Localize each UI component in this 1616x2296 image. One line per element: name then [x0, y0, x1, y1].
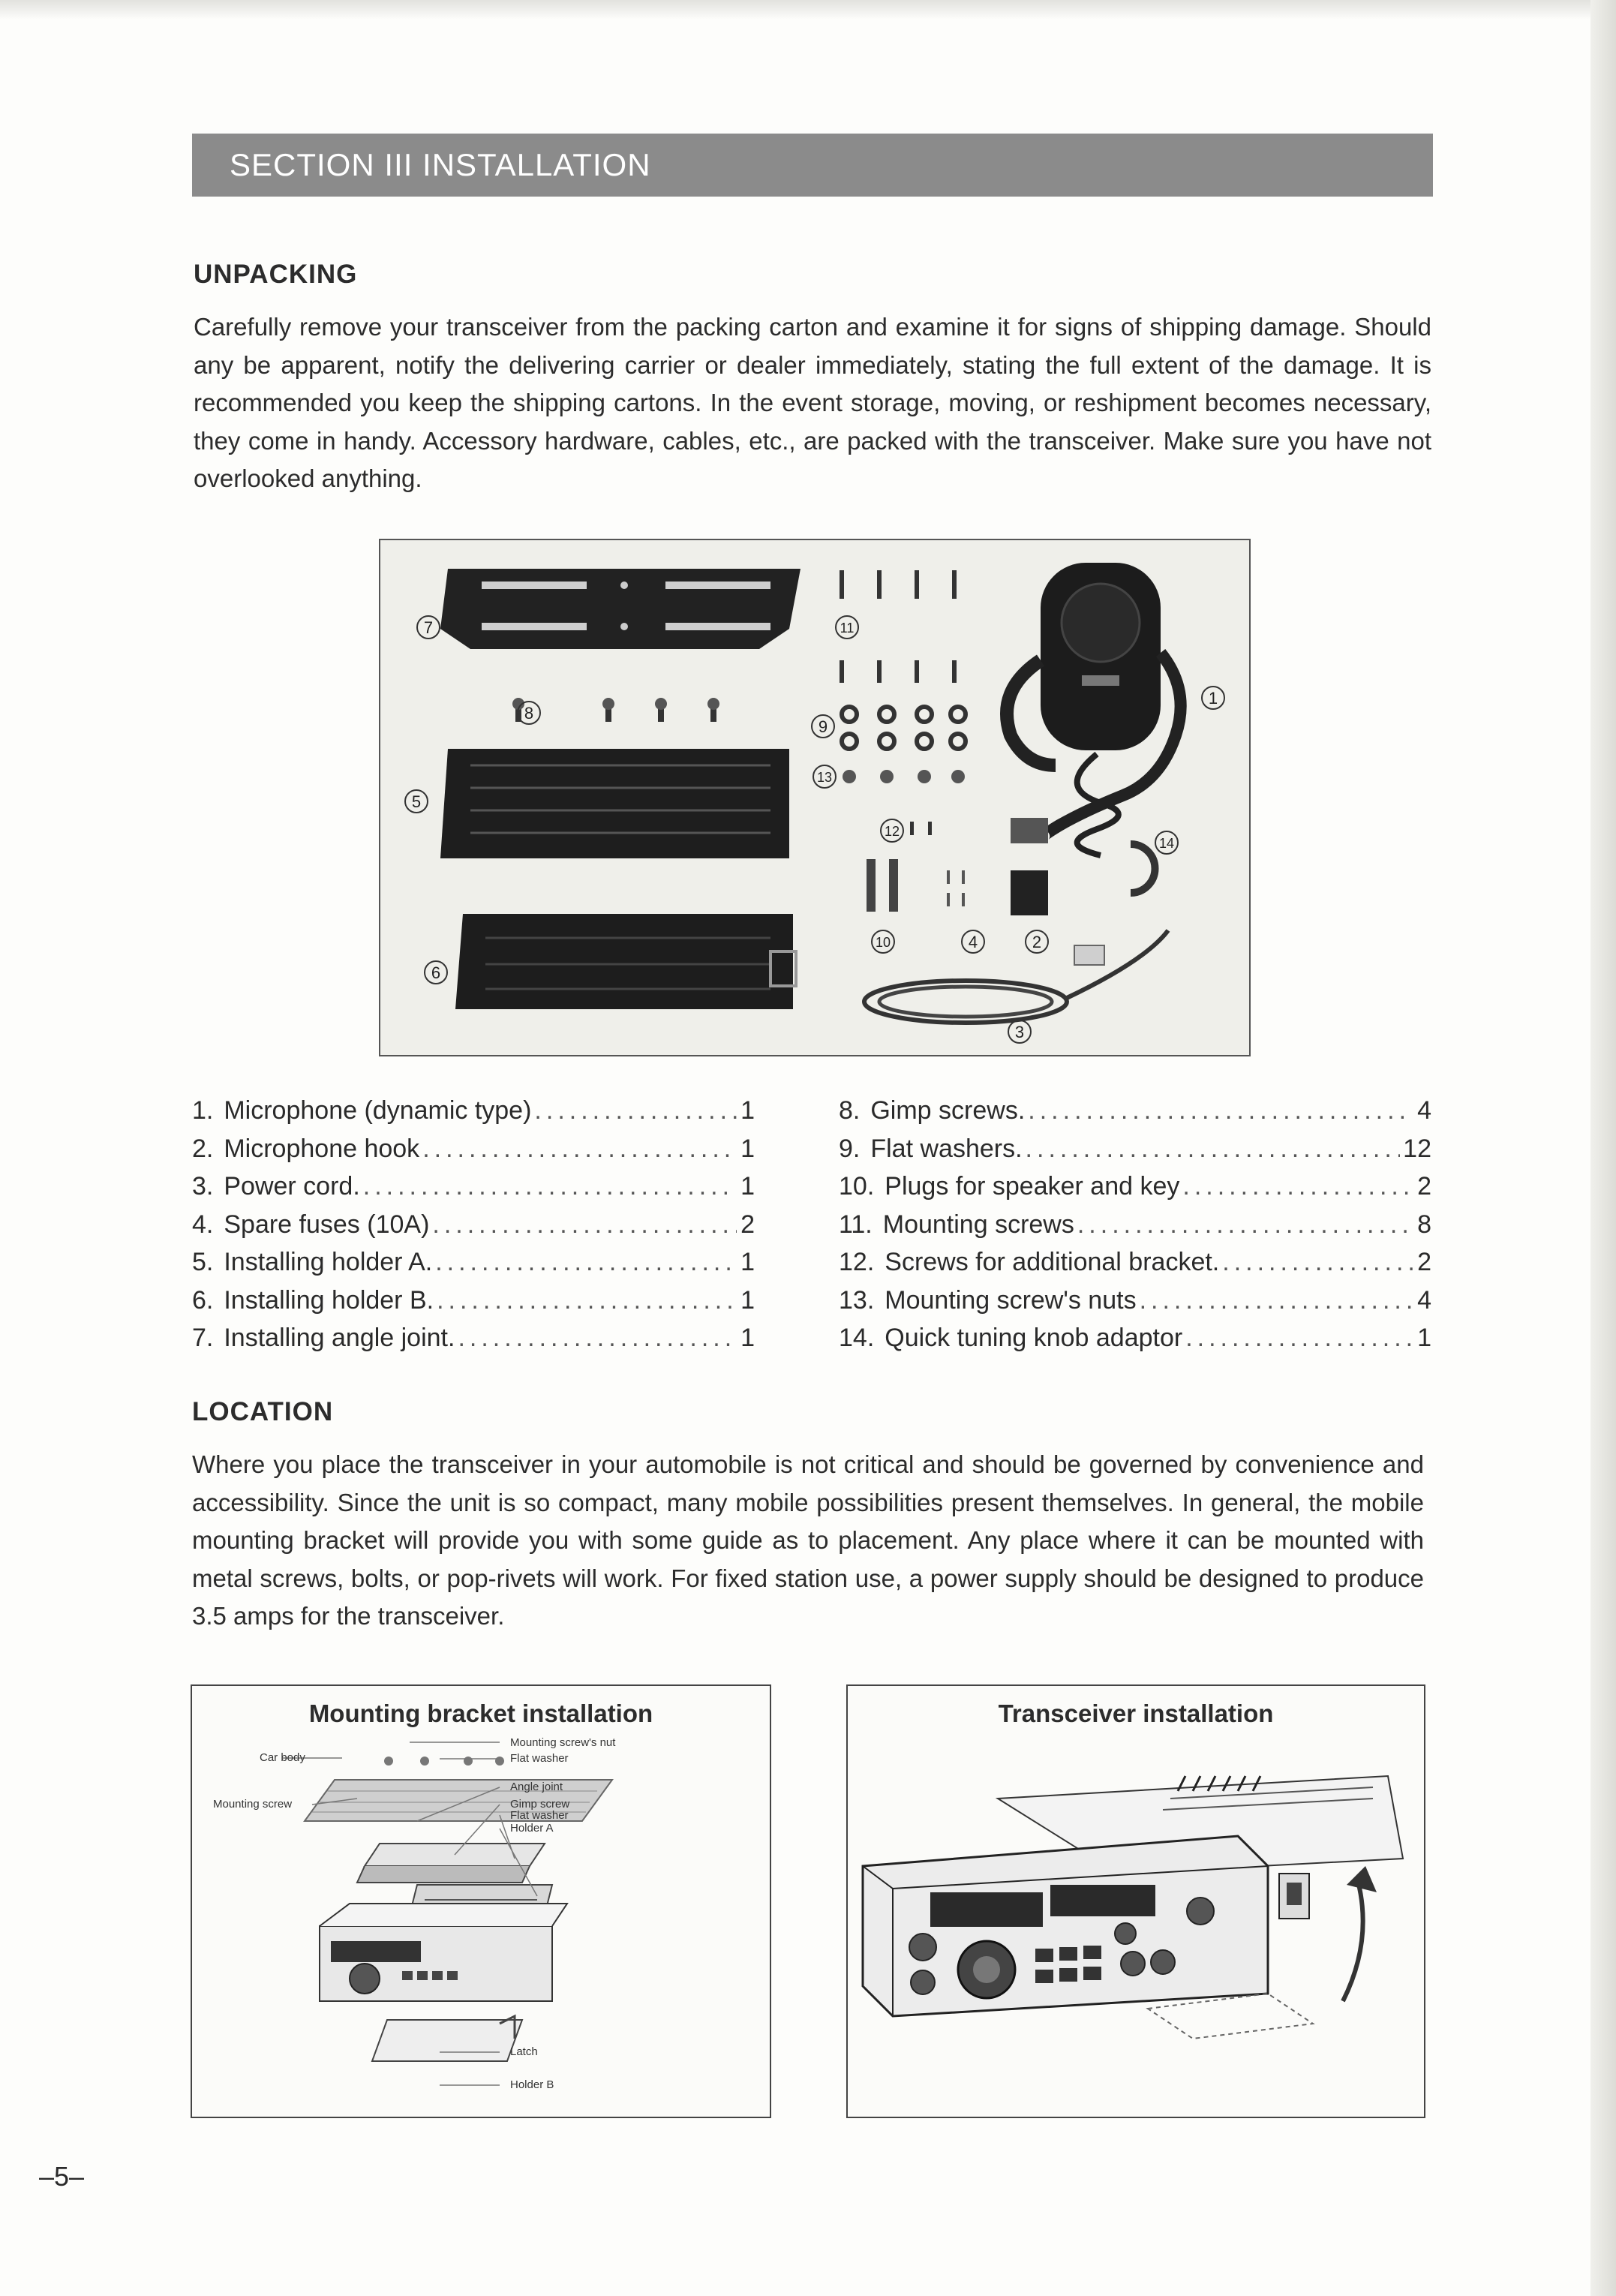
parts-list-item: 10. Plugs for speaker and key ..... 2 [839, 1168, 1431, 1206]
parts-list-item: 7. Installing angle joint. ..... 1 [192, 1319, 755, 1357]
parts-list-item: 3. Power cord. ..... 1 [192, 1168, 755, 1206]
label-holder-a: Holder A [510, 1822, 554, 1835]
callout-2: 2 [1032, 933, 1042, 951]
unpacking-paragraph: Carefully remove your transceiver from the packing carton and examine it for signs of shipping damage. Should any be apparent, notify the delivering carrier or dealer immediately, stating the full extent of the damage. It is recommended you keep the shipping cartons. In the event storage, moving, or reshipment becomes necessary, they come in handy. Accessory hardware, cables, etc., are packed with the transceiver. Make sure you have not overlooked anything. [194, 313, 1431, 492]
callout-5: 5 [411, 792, 422, 811]
callout-4: 4 [968, 933, 978, 951]
parts-list-item: 4. Spare fuses (10A) ..... 2 [192, 1206, 755, 1244]
parts-list-item: 12. Screws for additional bracket. ..... 2 [839, 1243, 1431, 1282]
page-right-shadow [1590, 0, 1616, 2296]
accessories-photo-drawing [380, 540, 1249, 1055]
label-latch: Latch [510, 2045, 538, 2058]
parts-list-item: 13. Mounting screw's nuts ..... 4 [839, 1282, 1431, 1320]
mounting-bracket-caption: Mounting bracket installation [308, 1699, 653, 1727]
parts-list-item: 11. Mounting screws ..... 8 [839, 1206, 1431, 1244]
label-mounting-screw: Mounting screw [213, 1798, 293, 1811]
label-mounting-screws-nut: Mounting screw's nut [510, 1736, 616, 1749]
mounting-bracket-drawing [192, 1686, 770, 2117]
parts-list-item: 14. Quick tuning knob adaptor ..... 1 [839, 1319, 1431, 1357]
callout-8: 8 [524, 704, 534, 723]
label-gimp-screw: Gimp screw [510, 1798, 570, 1811]
parts-list-item: 9. Flat washers. ..... 12 [839, 1130, 1431, 1168]
callout-11: 11 [840, 621, 855, 636]
parts-list-item: 6. Installing holder B. ..... 1 [192, 1282, 755, 1320]
unpacking-heading: UNPACKING [194, 260, 358, 289]
callout-9: 9 [818, 717, 828, 736]
page-number: –5– [39, 2161, 85, 2192]
callout-13: 13 [816, 770, 833, 785]
parts-list-item: 8. Gimp screws. ..... 4 [839, 1092, 1431, 1130]
callout-1: 1 [1208, 689, 1218, 708]
label-angle-joint: Angle joint [510, 1781, 563, 1793]
page-top-shadow [0, 0, 1616, 20]
label-holder-b: Holder B [510, 2078, 554, 2091]
label-car-body: Car body [260, 1751, 305, 1764]
location-heading: LOCATION [192, 1397, 334, 1426]
label-flat-washer-top: Flat washer [510, 1752, 569, 1765]
transceiver-installation-caption: Transceiver installation [998, 1699, 1274, 1727]
callout-14: 14 [1158, 836, 1175, 851]
callout-3: 3 [1014, 1023, 1025, 1041]
transceiver-installation-figure [846, 1684, 1425, 2118]
parts-list-item: 5. Installing holder A. ..... 1 [192, 1243, 755, 1282]
callout-6: 6 [431, 963, 441, 982]
callout-12: 12 [884, 824, 900, 839]
parts-list-item: 2. Microphone hook ..... 1 [192, 1130, 755, 1168]
callout-10: 10 [875, 935, 891, 950]
transceiver-installation-drawing [848, 1686, 1424, 2117]
parts-list-right [839, 1092, 1431, 1357]
mounting-bracket-figure [191, 1684, 771, 2118]
parts-list-left [192, 1092, 755, 1357]
parts-list-item: 1. Microphone (dynamic type) ..... 1 [192, 1092, 755, 1130]
callout-7: 7 [423, 618, 434, 637]
label-flat-washer-bottom: Flat washer [510, 1809, 569, 1822]
section-banner: SECTION III INSTALLATION [192, 134, 1433, 197]
accessories-photo [379, 539, 1251, 1056]
location-paragraph: Where you place the transceiver in your automobile is not critical and should be governed by convenience and accessibility. Since the unit is so compact, many mobile possibilities present themselves. In general, the mobile mounting bracket will provide you with some guide as to placement. Any place where it can be mounted with metal screws, bolts, or pop-rivets will work. For fixed station use, a power supply should be designed to produce 3.5 amps for the transceiver. [192, 1450, 1424, 1630]
